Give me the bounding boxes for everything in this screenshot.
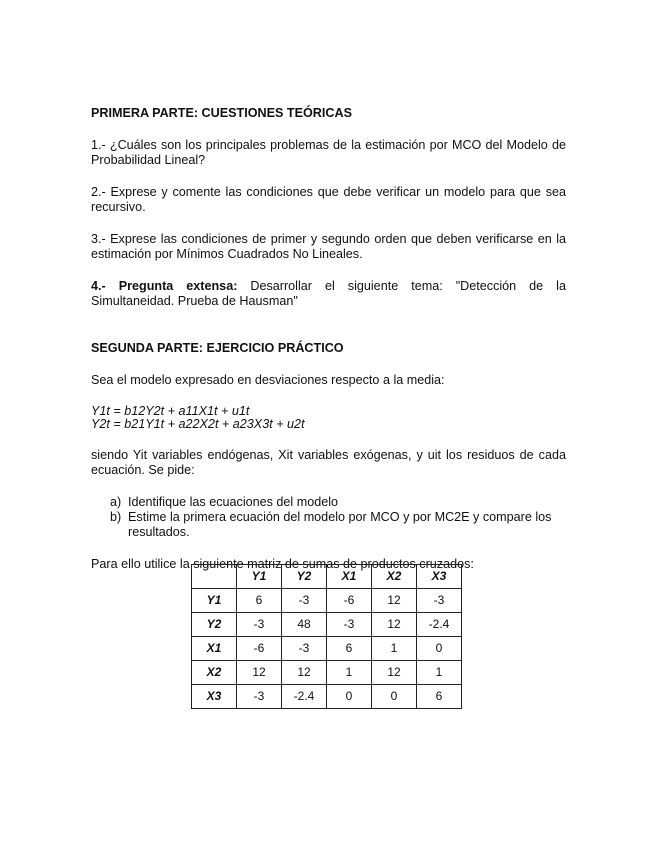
question-4-text: Desarrollar el siguiente tema: "Detección de la Simultaneidad. Prueba de Hausman" bbox=[91, 279, 566, 308]
model-intro: Sea el modelo expresado en desviaciones respecto a la media: bbox=[91, 373, 445, 387]
part1-title: PRIMERA PARTE: CUESTIONES TEÓRICAS bbox=[91, 106, 352, 120]
matrix-row-header: X1 bbox=[192, 637, 237, 661]
matrix-header-row bbox=[192, 565, 462, 589]
matrix-cell: 12 bbox=[372, 661, 417, 685]
matrix-col-header: X2 bbox=[372, 565, 417, 589]
matrix-cell: 12 bbox=[282, 661, 327, 685]
matrix-row-header: Y1 bbox=[192, 589, 237, 613]
matrix-cell: 1 bbox=[372, 637, 417, 661]
matrix-row bbox=[192, 661, 462, 685]
question-3: 3.- Exprese las condiciones de primer y segundo orden que deben verificarse en la estimación por Mínimos Cuadrados No Lineales. bbox=[91, 232, 566, 261]
matrix-cell: 0 bbox=[327, 685, 372, 709]
question-4-number: 4.- bbox=[91, 279, 119, 293]
matrix-row-header: X3 bbox=[192, 685, 237, 709]
matrix-cell: -6 bbox=[237, 637, 282, 661]
matrix-cell: 48 bbox=[282, 613, 327, 637]
matrix-cell: 12 bbox=[372, 613, 417, 637]
matrix-cell: 1 bbox=[417, 661, 462, 685]
matrix-cell: 12 bbox=[237, 661, 282, 685]
task-list bbox=[91, 495, 566, 540]
question-4-label: Pregunta extensa: bbox=[118, 279, 238, 293]
matrix-row bbox=[192, 613, 462, 637]
matrix-cell: -3 bbox=[237, 685, 282, 709]
matrix-col-header: Y1 bbox=[237, 565, 282, 589]
exam-document bbox=[91, 106, 566, 572]
matrix-cell: -3 bbox=[282, 589, 327, 613]
matrix-cell: 6 bbox=[327, 637, 372, 661]
task-text: Estime la primera ecuación del modelo por MCO y por MC2E y compare los resultados. bbox=[128, 510, 552, 539]
matrix-col-header: X3 bbox=[417, 565, 462, 589]
matrix-row bbox=[192, 685, 462, 709]
task-text: Identifique las ecuaciones del modelo bbox=[128, 495, 339, 509]
matrix-cell: -2.4 bbox=[282, 685, 327, 709]
task-marker: a) bbox=[110, 495, 122, 509]
task-item-b bbox=[91, 510, 566, 540]
matrix-cell: -3 bbox=[417, 589, 462, 613]
question-1: 1.- ¿Cuáles son los principales problemas de la estimación por MCO del Modelo de Probabilidad Lineal? bbox=[91, 138, 566, 167]
task-marker: b) bbox=[110, 510, 122, 524]
matrix-cell: -2.4 bbox=[417, 613, 462, 637]
matrix-intro: Para ello utilice la siguiente matriz de sumas de productos cruzados: bbox=[91, 557, 474, 571]
matrix-cell: 0 bbox=[372, 685, 417, 709]
matrix-corner-cell bbox=[192, 565, 237, 589]
question-2: 2.- Exprese y comente las condiciones que debe verificar un modelo para que sea recursivo. bbox=[91, 185, 566, 214]
matrix-cell: -6 bbox=[327, 589, 372, 613]
matrix-cell: 0 bbox=[417, 637, 462, 661]
variables-description: siendo Yit variables endógenas, Xit variables exógenas, y uit los residuos de cada ecuación. Se pide: bbox=[91, 448, 566, 477]
matrix-cell: 6 bbox=[417, 685, 462, 709]
matrix-cell: 6 bbox=[237, 589, 282, 613]
question-4 bbox=[91, 279, 566, 309]
matrix-cell: -3 bbox=[282, 637, 327, 661]
task-item-a bbox=[91, 495, 566, 510]
part2-title: SEGUNDA PARTE: EJERCICIO PRÁCTICO bbox=[91, 341, 344, 355]
matrix-row-header: X2 bbox=[192, 661, 237, 685]
matrix-col-header: Y2 bbox=[282, 565, 327, 589]
matrix-cell: 1 bbox=[327, 661, 372, 685]
matrix-col-header: X1 bbox=[327, 565, 372, 589]
matrix-row-header: Y2 bbox=[192, 613, 237, 637]
equation-2: Y2t = b21Y1t + a22X2t + a23X3t + u2t bbox=[91, 417, 305, 431]
matrix-cell: -3 bbox=[237, 613, 282, 637]
matrix-row bbox=[192, 637, 462, 661]
matrix-row bbox=[192, 589, 462, 613]
matrix-cell: -3 bbox=[327, 613, 372, 637]
cross-products-matrix bbox=[191, 564, 462, 709]
equation-1: Y1t = b12Y2t + a11X1t + u1t bbox=[91, 404, 250, 418]
matrix-cell: 12 bbox=[372, 589, 417, 613]
